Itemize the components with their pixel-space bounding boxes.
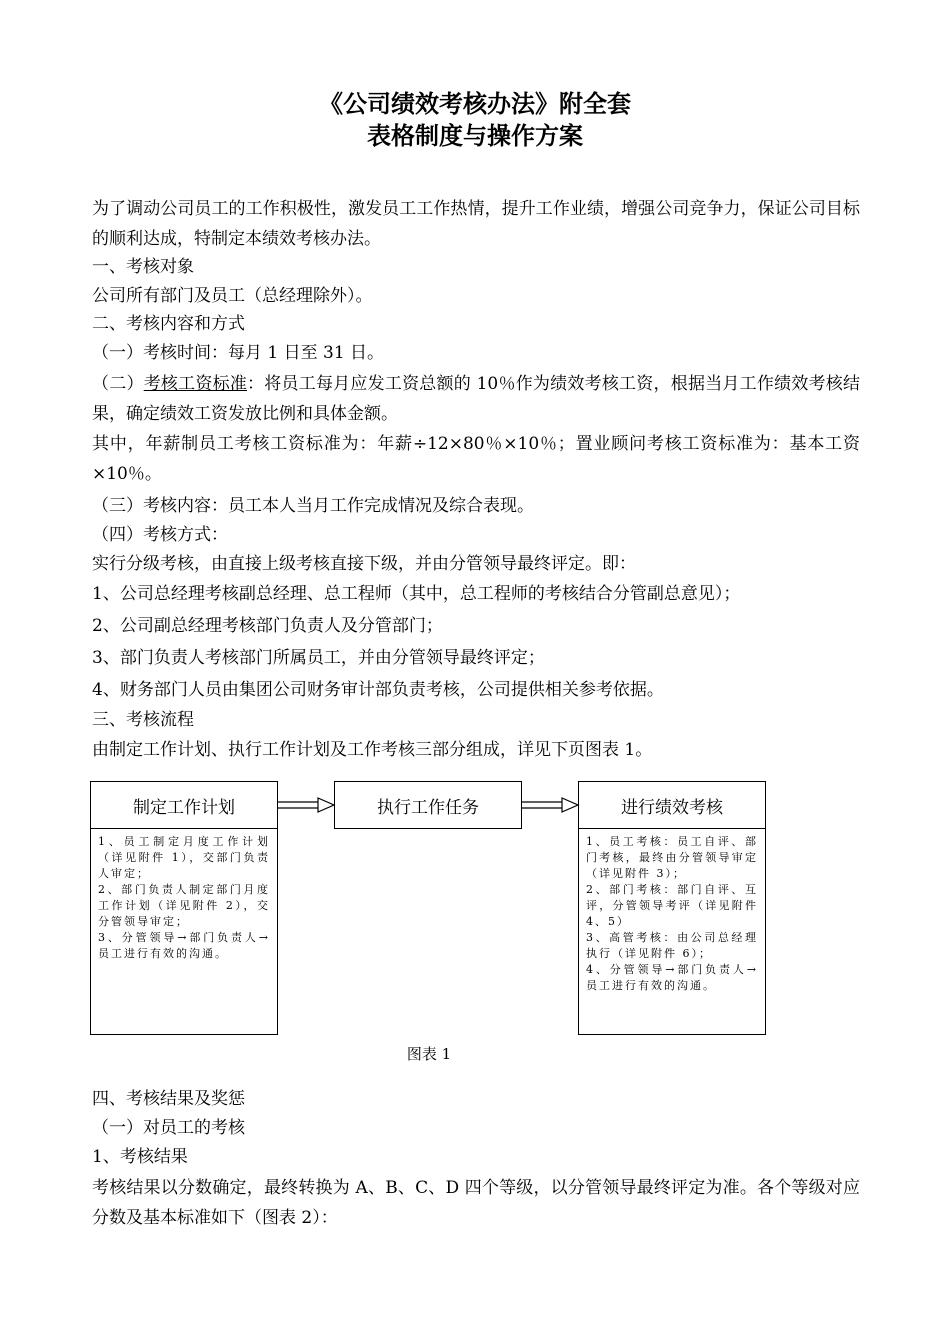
plan-box-title: 制定工作计划	[90, 781, 278, 829]
section-4-sub-1: （一）对员工的考核	[92, 1118, 245, 1138]
section-3-heading: 三、考核流程	[92, 710, 194, 730]
evaluate-box-title: 进行绩效考核	[578, 781, 766, 829]
salary-formula: 其中，年薪制员工考核工资标准为：年薪÷12×80％×10％；置业顾问考核工资标准为：基本工资×10％。	[92, 434, 860, 484]
arrow-execute-to-evaluate	[522, 798, 578, 812]
section-3-text: 由制定工作计划、执行工作计划及工作考核三部分组成，详见下页图表 1。	[92, 740, 653, 760]
salary-standard-paragraph	[92, 369, 860, 429]
salary-standard-prefix: （二）	[92, 374, 144, 394]
intro-paragraph: 为了调动公司员工的工作积极性，激发员工工作热情，提升工作业绩，增强公司竞争力，保证公司目标的顺利达成，特制定本绩效考核办法。	[92, 199, 860, 249]
document-title-line-1: 《公司绩效考核办法》附全套	[319, 90, 631, 118]
assessment-content: （三）考核内容：员工本人当月工作完成情况及综合表现。	[92, 496, 534, 516]
method-item-1: 1、公司总经理考核副总经理、总工程师（其中，总工程师的考核结合分管副总意见）；	[92, 584, 741, 604]
assessment-method-text: 实行分级考核，由直接上级考核直接下级，并由分管领导最终评定。即：	[92, 554, 636, 574]
assessment-time: （一）考核时间：每月 1 日至 31 日。	[92, 343, 385, 363]
section-1-heading: 一、考核对象	[92, 257, 194, 277]
salary-standard-text: ：将员工每月应发工资总额的 10％作为绩效考核工资，根据当月工作绩效考核结果，确定绩效工资发放比例和具体金额。	[92, 374, 860, 424]
section-4-heading: 四、考核结果及奖惩	[92, 1089, 245, 1109]
method-item-3: 3、部门负责人考核部门所属员工，并由分管领导最终评定；	[92, 648, 545, 668]
figure-1-caption: 图表 1	[406, 1045, 452, 1063]
section-4-sub-1-1: 1、考核结果	[92, 1147, 188, 1167]
section-2-heading: 二、考核内容和方式	[92, 314, 245, 334]
method-item-2: 2、公司副总经理考核部门负责人及分管部门；	[92, 616, 443, 636]
arrow-plan-to-execute	[278, 798, 334, 812]
section-4-text: 考核结果以分数确定，最终转换为 A、B、C、D 四个等级，以分管领导最终评定为准。各个等级对应分数及基本标准如下（图表 2）：	[92, 1178, 860, 1228]
assessment-method-heading: （四）考核方式：	[92, 525, 228, 545]
method-item-4: 4、财务部门人员由集团公司财务审计部负责考核，公司提供相关参考依据。	[92, 680, 664, 700]
evaluate-box-body: 1、员工考核：员工自评、部门考核，最终由分管领导审定（详见附件 3）； 2、部门考核：部门自评、互评，分管领导考评（详见附件 4、5） 3、高管考核：由公司总经理执行（详见附件 6）； 4、分管领导→部门负责人→员工进行有效的沟通。	[586, 835, 758, 992]
section-1-text: 公司所有部门及员工（总经理除外）。	[92, 286, 373, 306]
document-title-line-2: 表格制度与操作方案	[367, 122, 583, 150]
execute-box-title: 执行工作任务	[334, 781, 522, 829]
plan-box-body: 1、员工制定月度工作计划（详见附件 1），交部门负责人审定； 2、部门负责人制定部门月度工作计划（详见附件 2），交分管领导审定； 3、分管领导→部门负责人→员工进行有效的沟通。	[98, 835, 270, 960]
salary-standard-term: 考核工资标准	[143, 374, 248, 394]
